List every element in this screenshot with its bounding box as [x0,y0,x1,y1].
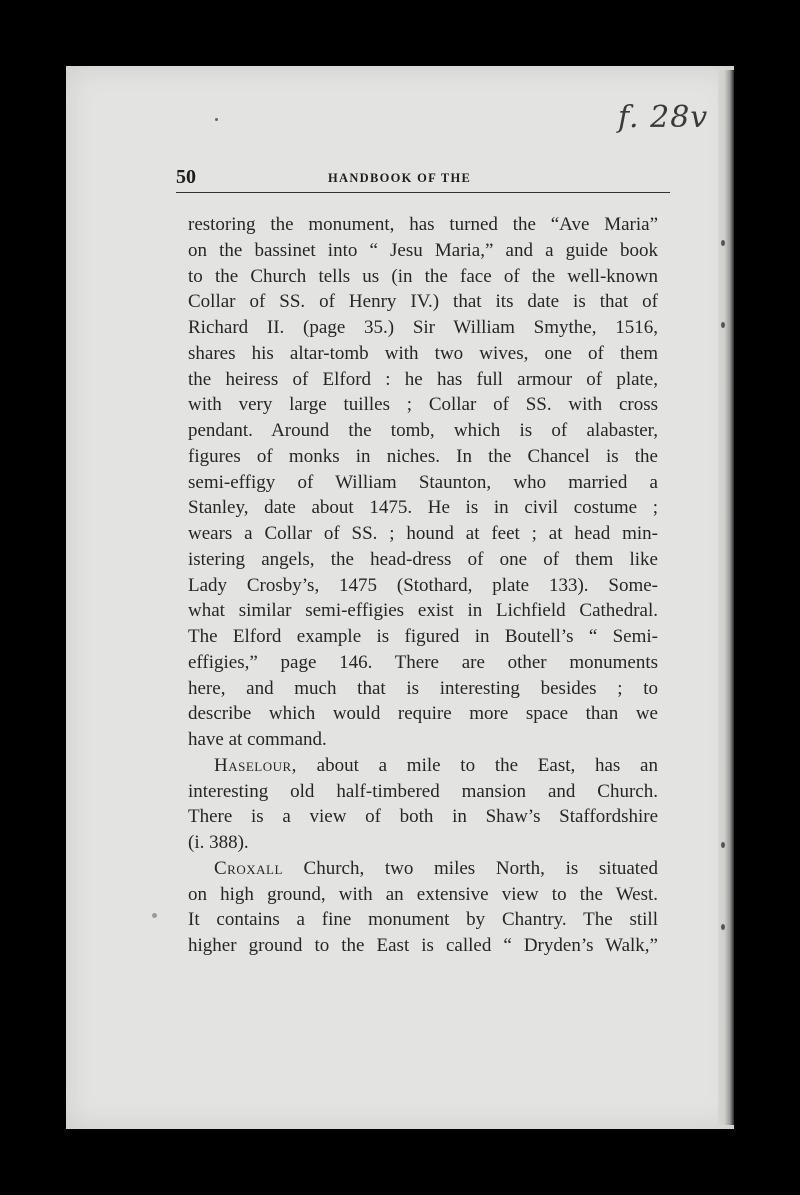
text-line: on the bassinet into “ Jesu Maria,” and a guide book [188,239,658,261]
folio-annotation: f. 28v [618,100,709,135]
paragraph-1 [188,212,658,753]
text-line: Stanley, date about 1475. He is in civil costume ; [188,497,658,519]
text-line: to the Church tells us (in the face of the well-known [188,265,658,287]
text-line: describe which would require more space than we [188,703,658,725]
text-line: higher ground to the East is called “ Dryden’s Walk,” [188,935,658,956]
text-line: on high ground, with an extensive view to the West. [188,883,658,905]
place-name-croxall: Croxall [214,857,283,879]
running-head: HANDBOOK OF THE [328,171,472,185]
text-line: with very large tuilles ; Collar of SS. with cross [188,394,658,416]
page-edge [718,70,734,1125]
text-line: semi-effigy of William Staunton, who married a [188,471,658,493]
text-line: figures of monks in niches. In the Chancel is the [188,445,658,467]
text-line: shares his altar-tomb with two wives, one of them [188,342,658,364]
text-line: istering angels, the head-dress of one of them like [188,548,658,570]
page-header [176,166,670,193]
text-line: pendant. Around the tomb, which is of alabaster, [188,420,658,441]
text-line [188,856,658,882]
paragraph-croxall [188,856,658,959]
place-name-haselour: Haselour, [214,754,297,776]
paper-speck [721,322,725,328]
page-number: 50 [176,166,196,188]
text-line: There is a view of both in Shaw’s Staffordshire [188,806,658,828]
text-line: restoring the monument, has turned the “Ave Maria” [188,214,658,235]
text-line: effigies,” page 146. There are other monuments [188,651,658,673]
paper-speck [215,118,218,121]
text-line: interesting old half-timbered mansion and Church. [188,780,658,802]
paper-speck [721,924,725,930]
text-line: Richard II. (page 35.) Sir William Smythe, 1516, [188,317,658,338]
paper-speck [721,842,725,848]
paper-speck [152,913,157,918]
paper-speck [721,240,725,246]
text-line: It contains a fine monument by Chantry. The still [188,909,658,931]
text-line: wears a Collar of SS. ; hound at feet ; at head min- [188,523,658,544]
text-line: The Elford example is figured in Boutell’s “ Semi- [188,626,658,647]
text-run: about a mile to the East, has an [296,754,658,776]
text-line: what similar semi-effigies exist in Lichfield Cathedral. [188,600,658,622]
text-line: Lady Crosby’s, 1475 (Stothard, plate 133). Some- [188,574,658,596]
text-run: Church, two miles North, is situated [282,857,658,879]
text-line: have at command. [188,729,327,750]
text-line: the heiress of Elford : he has full armour of plate, [188,368,658,390]
text-line: Collar of SS. of Henry IV.) that its date is that of [188,291,658,313]
text-line [188,753,658,779]
body-text [188,212,658,959]
text-line: (i. 388). [188,832,249,853]
paragraph-haselour [188,753,658,856]
text-line: here, and much that is interesting besides ; to [188,677,658,699]
